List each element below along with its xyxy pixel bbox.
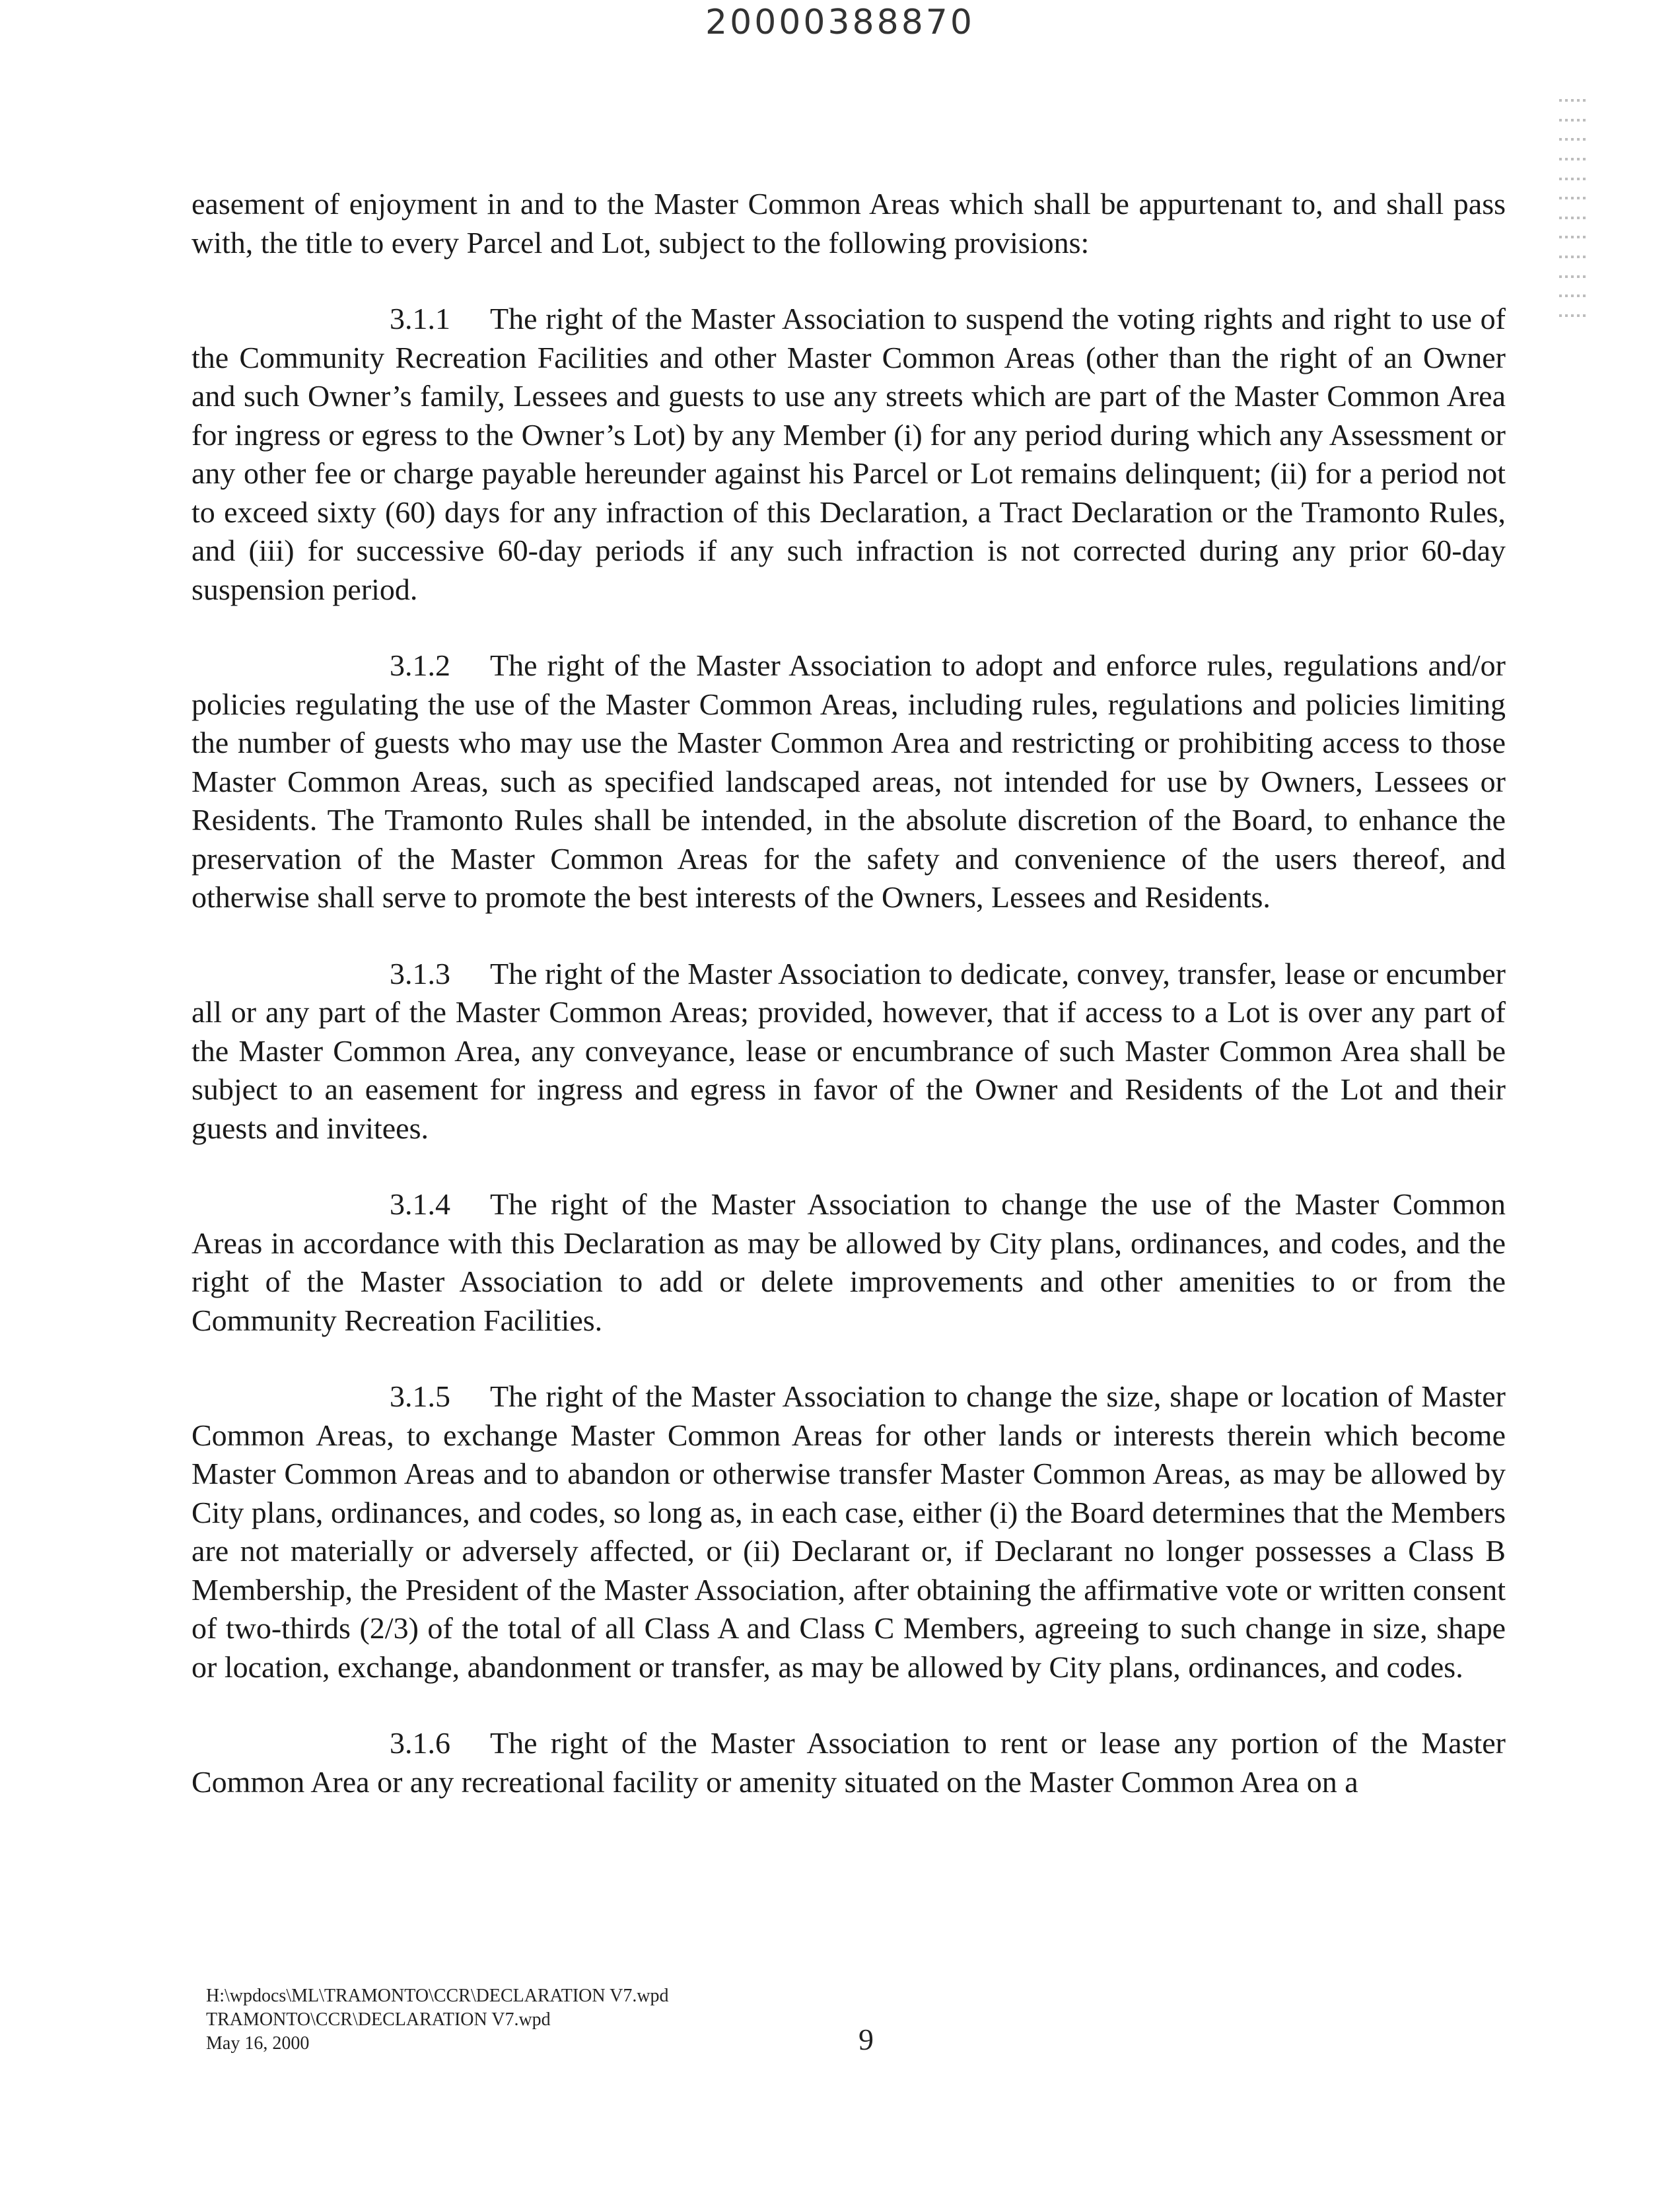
- document-number: 20000388870: [705, 3, 975, 42]
- section-3-1-1: [192, 300, 1506, 609]
- section-number: 3.1.3: [390, 956, 450, 990]
- section-text: The right of the Master Association to dedicate, convey, transfer, lease or encumber all or any part of the Master Common Areas; provided, however, that if access to a Lot is over any part of the Master Common Area, any conveyance, lease or encumbrance of such Master Common Area shall be subject to an easement for ingress and egress in favor of the Owner and Residents of the Lot and their guests and invitees.: [192, 956, 1506, 1145]
- section-text: The right of the Master Association to adopt and enforce rules, regulations and/or policies regulating the use of the Master Common Areas, including rules, regulations and policies limiting the number of guests who may use the Master Common Area and restricting or prohibiting access to those Master Common Areas, such as specified landscaped areas, not intended for use by Owners, Lessees or Residents. The Tramonto Rules shall be intended, in the absolute discretion of the Board, to enhance the preservation of the Master Common Areas for the safety and convenience of the users thereof, and otherwise shall serve to promote the best interests of the Owners, Lessees and Residents.: [192, 648, 1506, 914]
- section-text: The right of the Master Association to change the use of the Master Common Areas in accordance with this Declaration as may be allowed by City plans, ordinances, and codes, and the right of the Master Association to add or delete improvements and other amenities to or from the Community Recreation Facilities.: [192, 1187, 1506, 1337]
- footer-path-line-1: H:\wpdocs\ML\TRAMONTO\CCR\DECLARATION V7.wpd: [206, 1986, 669, 2006]
- section-3-1-2: [192, 646, 1506, 917]
- section-text: The right of the Master Association to suspend the voting rights and right to use of the Community Recreation Facilities and other Master Common Areas (other than the right of an Owner and such Owner’s family, Lessees and guests to use any streets which are part of the Master Common Area for ingress or egress to the Owner’s Lot) by any Member (i) for any period during which any Assessment or any other fee or charge payable hereunder against his Parcel or Lot remains delinquent; (ii) for a period not to exceed sixty (60) days for any infraction of this Declaration, a Tract Declaration or the Tramonto Rules, and (iii) for successive 60-day periods if any such infraction is not corrected during any prior 60-day suspension period.: [192, 302, 1506, 606]
- section-3-1-3: [192, 955, 1506, 1148]
- section-3-1-4: [192, 1185, 1506, 1340]
- opening-paragraph: easement of enjoyment in and to the Master Common Areas which shall be appurtenant to, and shall pass with, the title to every Parcel and Lot, subject to the following provisions:: [192, 187, 1506, 260]
- footer-path-line-2: TRAMONTO\CCR\DECLARATION V7.wpd: [206, 2009, 551, 2030]
- section-number: 3.1.6: [390, 1726, 450, 1760]
- section-text: The right of the Master Association to rent or lease any portion of the Master Common Area or any recreational facility or amenity situated on the Master Common Area on a: [192, 1726, 1506, 1799]
- recording-stamp-mark: [1553, 99, 1594, 317]
- document-body: [192, 185, 1506, 1839]
- section-3-1-5: [192, 1377, 1506, 1686]
- section-text: The right of the Master Association to change the size, shape or location of Master Common Areas, to exchange Master Common Areas for other lands or interests therein which become Master Common Areas and to abandon or otherwise transfer Master Common Areas, as may be allowed by City plans, ordinances, and codes, so long as, in each case, either (i) the Board determines that the Members are not materially or adversely affected, or (ii) Declarant or, if Declarant no longer possesses a Class B Membership, the President of the Master Association, after obtaining the affirmative vote or written consent of two-thirds (2/3) of the total of all Class A and Class C Members, agreeing to such change in size, shape or location, exchange, abandonment or transfer, as may be allowed by City plans, ordinances, and codes.: [192, 1379, 1506, 1684]
- section-number: 3.1.4: [390, 1187, 450, 1221]
- section-3-1-6: [192, 1724, 1506, 1801]
- file-path-footer: [206, 1984, 669, 2056]
- section-number: 3.1.1: [390, 302, 450, 335]
- page-number: 9: [858, 2023, 874, 2056]
- section-number: 3.1.5: [390, 1379, 450, 1413]
- footer-date: May 16, 2000: [206, 2033, 310, 2054]
- section-number: 3.1.2: [390, 648, 450, 682]
